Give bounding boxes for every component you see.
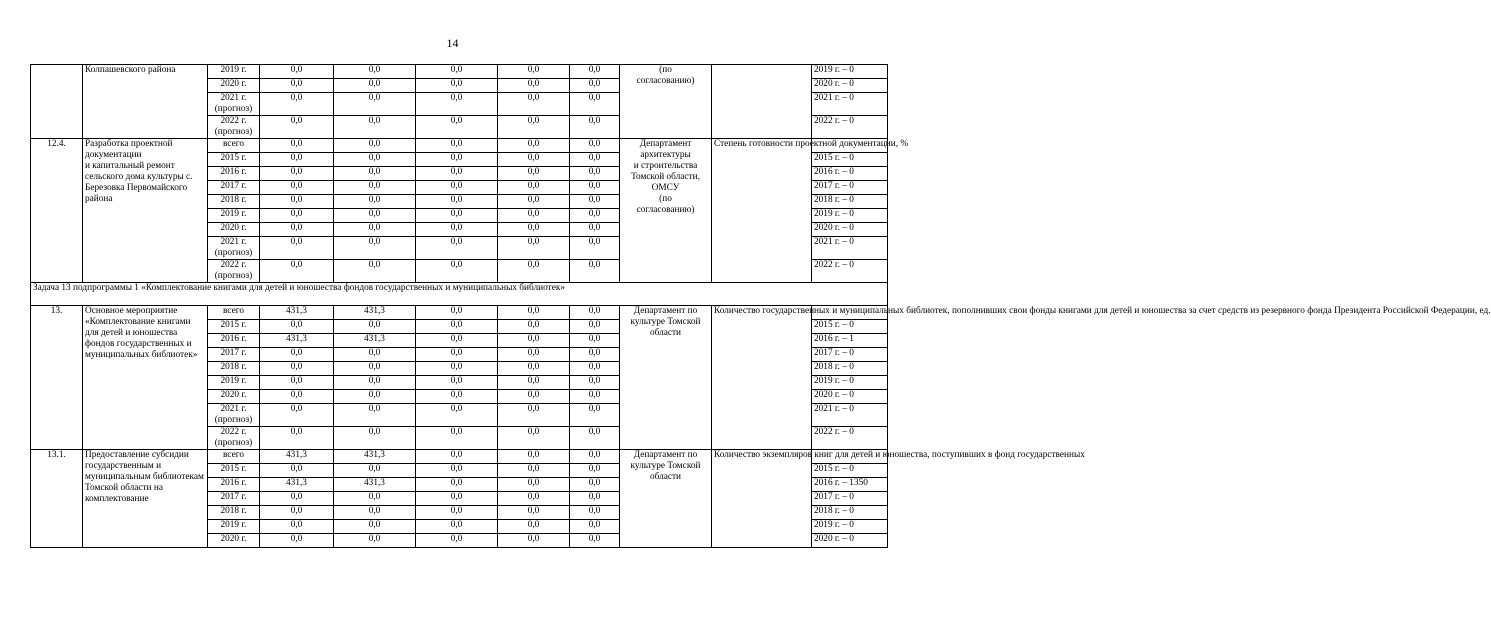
amount-cell: 0,0 (416, 492, 498, 506)
amount-cell: 431,3 (260, 334, 334, 348)
row-number-cell: 13. (31, 306, 83, 450)
amount-cell: 431,3 (260, 450, 334, 464)
activity-name-cell: Предоставление субсидии государственным и муниципальным библиотекам Томской области на комплектование (83, 450, 208, 548)
amount-cell: 0,0 (334, 116, 416, 139)
amount-cell: 431,3 (334, 306, 416, 320)
amount-cell: 0,0 (260, 260, 334, 283)
section-row (31, 283, 888, 306)
amount-cell: 431,3 (334, 478, 416, 492)
amount-cell: 0,0 (260, 376, 334, 390)
executor-cell: Департамент по культуре Томской области (620, 306, 712, 450)
row-number-cell: 12.4. (31, 139, 83, 283)
amount-cell: 0,0 (498, 93, 570, 116)
result-value-cell: 2017 г. – 0 (812, 348, 888, 362)
year-cell: 2015 г. (208, 464, 260, 478)
year-cell: 2018 г. (208, 506, 260, 520)
amount-cell: 0,0 (498, 450, 570, 464)
amount-cell: 0,0 (260, 153, 334, 167)
amount-cell: 0,0 (498, 116, 570, 139)
amount-cell: 0,0 (260, 348, 334, 362)
year-cell: 2022 г. (прогноз) (208, 427, 260, 450)
table-row (31, 65, 888, 79)
amount-cell: 0,0 (570, 260, 620, 283)
year-cell: 2021 г. (прогноз) (208, 237, 260, 260)
amount-cell: 0,0 (416, 167, 498, 181)
table-row (31, 139, 888, 153)
amount-cell: 0,0 (570, 506, 620, 520)
amount-cell: 0,0 (334, 520, 416, 534)
amount-cell: 0,0 (570, 209, 620, 223)
amount-cell: 0,0 (416, 334, 498, 348)
amount-cell: 0,0 (416, 520, 498, 534)
amount-cell: 0,0 (570, 534, 620, 548)
amount-cell: 0,0 (334, 348, 416, 362)
result-value-cell: 2016 г. – 1 (812, 334, 888, 348)
amount-cell: 0,0 (498, 167, 570, 181)
year-cell: 2019 г. (208, 376, 260, 390)
year-cell: 2019 г. (208, 65, 260, 79)
amount-cell: 0,0 (416, 478, 498, 492)
activity-name-cell: Разработка проектной документации и капитальный ремонт сельского дома культуры с. Березовка Первомайского района (83, 139, 208, 283)
year-cell: 2020 г. (208, 223, 260, 237)
amount-cell: 0,0 (498, 404, 570, 427)
year-cell: 2016 г. (208, 167, 260, 181)
amount-cell: 0,0 (416, 306, 498, 320)
amount-cell: 0,0 (334, 93, 416, 116)
amount-cell: 0,0 (570, 181, 620, 195)
amount-cell: 0,0 (416, 209, 498, 223)
year-cell: 2016 г. (208, 334, 260, 348)
amount-cell: 0,0 (334, 260, 416, 283)
amount-cell: 0,0 (260, 362, 334, 376)
amount-cell: 0,0 (416, 506, 498, 520)
section-title: Задача 13 подпрограммы 1 «Комплектование книгами для детей и юношества фондов государственных и муниципальных библиотек» (31, 283, 888, 306)
amount-cell: 0,0 (570, 153, 620, 167)
amount-cell: 0,0 (334, 237, 416, 260)
amount-cell: 0,0 (498, 139, 570, 153)
executor-cell: Департамент по культуре Томской области (620, 450, 712, 548)
result-value-cell: 2020 г. – 0 (812, 534, 888, 548)
row-number-cell (31, 65, 83, 139)
amount-cell: 0,0 (498, 427, 570, 450)
amount-cell: 0,0 (498, 260, 570, 283)
amount-cell: 0,0 (498, 534, 570, 548)
amount-cell: 0,0 (416, 427, 498, 450)
amount-cell: 0,0 (416, 534, 498, 548)
amount-cell: 0,0 (260, 520, 334, 534)
amount-cell: 0,0 (498, 195, 570, 209)
amount-cell: 0,0 (260, 492, 334, 506)
amount-cell: 0,0 (334, 320, 416, 334)
amount-cell: 0,0 (498, 464, 570, 478)
year-cell: 2018 г. (208, 195, 260, 209)
amount-cell: 0,0 (570, 390, 620, 404)
amount-cell: 0,0 (334, 167, 416, 181)
amount-cell: 0,0 (260, 79, 334, 93)
result-value-cell: 2016 г. – 0 (812, 167, 888, 181)
year-cell: 2021 г. (прогноз) (208, 404, 260, 427)
amount-cell: 0,0 (260, 181, 334, 195)
year-cell: 2020 г. (208, 534, 260, 548)
amount-cell: 0,0 (570, 362, 620, 376)
amount-cell: 0,0 (498, 153, 570, 167)
amount-cell: 0,0 (498, 390, 570, 404)
year-cell: 2017 г. (208, 492, 260, 506)
result-value-cell: 2015 г. – 0 (812, 464, 888, 478)
year-cell: 2019 г. (208, 520, 260, 534)
amount-cell: 0,0 (334, 464, 416, 478)
amount-cell: 0,0 (570, 450, 620, 464)
amount-cell: 0,0 (260, 116, 334, 139)
executor-cell: Департамент архитектуры и строительства Томской области, ОМСУ (по согласованию) (620, 139, 712, 283)
result-value-cell: 2021 г. – 0 (812, 93, 888, 116)
result-value-cell: 2018 г. – 0 (812, 195, 888, 209)
amount-cell: 0,0 (498, 65, 570, 79)
year-cell: 2019 г. (208, 209, 260, 223)
amount-cell: 0,0 (570, 306, 620, 320)
result-value-cell: 2017 г. – 0 (812, 181, 888, 195)
result-value-cell: 2018 г. – 0 (812, 362, 888, 376)
amount-cell: 0,0 (260, 65, 334, 79)
amount-cell: 0,0 (570, 427, 620, 450)
amount-cell: 0,0 (260, 139, 334, 153)
amount-cell: 0,0 (498, 478, 570, 492)
amount-cell: 0,0 (416, 450, 498, 464)
amount-cell: 0,0 (498, 209, 570, 223)
year-cell: 2020 г. (208, 390, 260, 404)
year-cell: 2020 г. (208, 79, 260, 93)
amount-cell: 0,0 (498, 320, 570, 334)
year-cell: 2022 г. (прогноз) (208, 116, 260, 139)
year-cell: 2015 г. (208, 153, 260, 167)
table-body (31, 65, 1491, 548)
amount-cell: 0,0 (416, 320, 498, 334)
amount-cell: 0,0 (498, 348, 570, 362)
amount-cell: 0,0 (416, 65, 498, 79)
indicator-cell: Степень готовности проектной документации, % (712, 139, 812, 283)
amount-cell: 0,0 (498, 181, 570, 195)
amount-cell: 0,0 (260, 390, 334, 404)
amount-cell: 0,0 (416, 348, 498, 362)
amount-cell: 0,0 (260, 320, 334, 334)
amount-cell: 0,0 (334, 390, 416, 404)
amount-cell: 0,0 (334, 79, 416, 93)
amount-cell: 431,3 (260, 478, 334, 492)
activity-name-cell: Колпашевского района (83, 65, 208, 139)
amount-cell: 0,0 (416, 139, 498, 153)
amount-cell: 0,0 (334, 362, 416, 376)
result-value-cell: 2020 г. – 0 (812, 390, 888, 404)
year-cell: 2016 г. (208, 478, 260, 492)
amount-cell: 0,0 (334, 376, 416, 390)
amount-cell: 431,3 (334, 450, 416, 464)
amount-cell: 0,0 (498, 506, 570, 520)
amount-cell: 0,0 (498, 306, 570, 320)
result-value-cell: 2021 г. – 0 (812, 404, 888, 427)
amount-cell: 0,0 (416, 93, 498, 116)
amount-cell: 0,0 (498, 376, 570, 390)
year-cell: 2018 г. (208, 362, 260, 376)
amount-cell: 0,0 (498, 334, 570, 348)
year-cell: всего (208, 139, 260, 153)
amount-cell: 0,0 (260, 195, 334, 209)
amount-cell: 0,0 (334, 506, 416, 520)
result-value-cell: 2022 г. – 0 (812, 260, 888, 283)
amount-cell: 0,0 (570, 334, 620, 348)
year-cell: всего (208, 450, 260, 464)
result-value-cell: 2020 г. – 0 (812, 223, 888, 237)
indicator-cell: Количество государственных и муниципальных библиотек, пополнивших свои фонды книгами для детей и юношества за счет средств из резервного фонда Президента Российской Федерации, ед. (712, 306, 812, 450)
amount-cell: 0,0 (498, 237, 570, 260)
amount-cell: 0,0 (416, 153, 498, 167)
amount-cell: 0,0 (416, 195, 498, 209)
amount-cell: 0,0 (334, 223, 416, 237)
amount-cell: 0,0 (570, 167, 620, 181)
amount-cell: 0,0 (334, 139, 416, 153)
amount-cell: 0,0 (416, 390, 498, 404)
amount-cell: 0,0 (570, 464, 620, 478)
amount-cell: 0,0 (260, 237, 334, 260)
amount-cell: 0,0 (334, 427, 416, 450)
amount-cell: 0,0 (570, 348, 620, 362)
amount-cell: 0,0 (416, 223, 498, 237)
amount-cell: 0,0 (416, 116, 498, 139)
amount-cell: 0,0 (260, 534, 334, 548)
amount-cell: 0,0 (498, 79, 570, 93)
result-value-cell: 2017 г. – 0 (812, 492, 888, 506)
amount-cell: 0,0 (570, 93, 620, 116)
result-value-cell: 2019 г. – 0 (812, 376, 888, 390)
result-value-cell: 2020 г. – 0 (812, 79, 888, 93)
amount-cell: 0,0 (498, 492, 570, 506)
amount-cell: 0,0 (416, 362, 498, 376)
amount-cell: 0,0 (570, 376, 620, 390)
result-value-cell: 2019 г. – 0 (812, 209, 888, 223)
year-cell: 2022 г. (прогноз) (208, 260, 260, 283)
indicator-cell: Количество экземпляров книг для детей и юношества, поступивших в фонд государственных (712, 450, 812, 548)
program-table (30, 64, 1491, 548)
amount-cell: 431,3 (334, 334, 416, 348)
amount-cell: 431,3 (260, 306, 334, 320)
result-value-cell: 2018 г. – 0 (812, 506, 888, 520)
amount-cell: 0,0 (570, 520, 620, 534)
amount-cell: 0,0 (570, 404, 620, 427)
amount-cell: 0,0 (570, 195, 620, 209)
year-cell: 2015 г. (208, 320, 260, 334)
amount-cell: 0,0 (570, 116, 620, 139)
amount-cell: 0,0 (260, 464, 334, 478)
amount-cell: 0,0 (416, 181, 498, 195)
amount-cell: 0,0 (260, 209, 334, 223)
table-row (31, 306, 888, 320)
result-value-cell: 2015 г. – 0 (812, 153, 888, 167)
executor-cell: (по согласованию) (620, 65, 712, 139)
amount-cell: 0,0 (570, 237, 620, 260)
amount-cell: 0,0 (260, 223, 334, 237)
page-number: 14 (446, 36, 459, 50)
table-row (31, 450, 888, 464)
amount-cell: 0,0 (260, 404, 334, 427)
result-value-cell: 2019 г. – 0 (812, 65, 888, 79)
row-number-cell: 13.1. (31, 450, 83, 548)
amount-cell: 0,0 (334, 209, 416, 223)
amount-cell: 0,0 (498, 520, 570, 534)
amount-cell: 0,0 (416, 376, 498, 390)
amount-cell: 0,0 (570, 478, 620, 492)
amount-cell: 0,0 (334, 534, 416, 548)
amount-cell: 0,0 (570, 139, 620, 153)
amount-cell: 0,0 (570, 79, 620, 93)
amount-cell: 0,0 (570, 320, 620, 334)
amount-cell: 0,0 (570, 65, 620, 79)
amount-cell: 0,0 (260, 167, 334, 181)
result-value-cell: 2022 г. – 0 (812, 427, 888, 450)
amount-cell: 0,0 (334, 404, 416, 427)
activity-name-cell: Основное мероприятие «Комплектование книгами для детей и юношества фондов государственных и муниципальных библиотек» (83, 306, 208, 450)
amount-cell: 0,0 (570, 492, 620, 506)
amount-cell: 0,0 (334, 195, 416, 209)
amount-cell: 0,0 (416, 260, 498, 283)
amount-cell: 0,0 (334, 181, 416, 195)
year-cell: всего (208, 306, 260, 320)
indicator-cell (712, 65, 812, 139)
amount-cell: 0,0 (416, 464, 498, 478)
result-value-cell: 2021 г. – 0 (812, 237, 888, 260)
amount-cell: 0,0 (260, 427, 334, 450)
amount-cell: 0,0 (498, 362, 570, 376)
amount-cell: 0,0 (334, 492, 416, 506)
year-cell: 2017 г. (208, 181, 260, 195)
amount-cell: 0,0 (260, 506, 334, 520)
result-value-cell: 2019 г. – 0 (812, 520, 888, 534)
amount-cell: 0,0 (570, 223, 620, 237)
amount-cell: 0,0 (416, 79, 498, 93)
amount-cell: 0,0 (260, 93, 334, 116)
amount-cell: 0,0 (334, 65, 416, 79)
result-value-cell: 2016 г. – 1350 (812, 478, 888, 492)
result-value-cell: 2015 г. – 0 (812, 320, 888, 334)
amount-cell: 0,0 (416, 404, 498, 427)
amount-cell: 0,0 (334, 153, 416, 167)
year-cell: 2017 г. (208, 348, 260, 362)
result-value-cell: 2022 г. – 0 (812, 116, 888, 139)
amount-cell: 0,0 (416, 237, 498, 260)
amount-cell: 0,0 (498, 223, 570, 237)
year-cell: 2021 г. (прогноз) (208, 93, 260, 116)
